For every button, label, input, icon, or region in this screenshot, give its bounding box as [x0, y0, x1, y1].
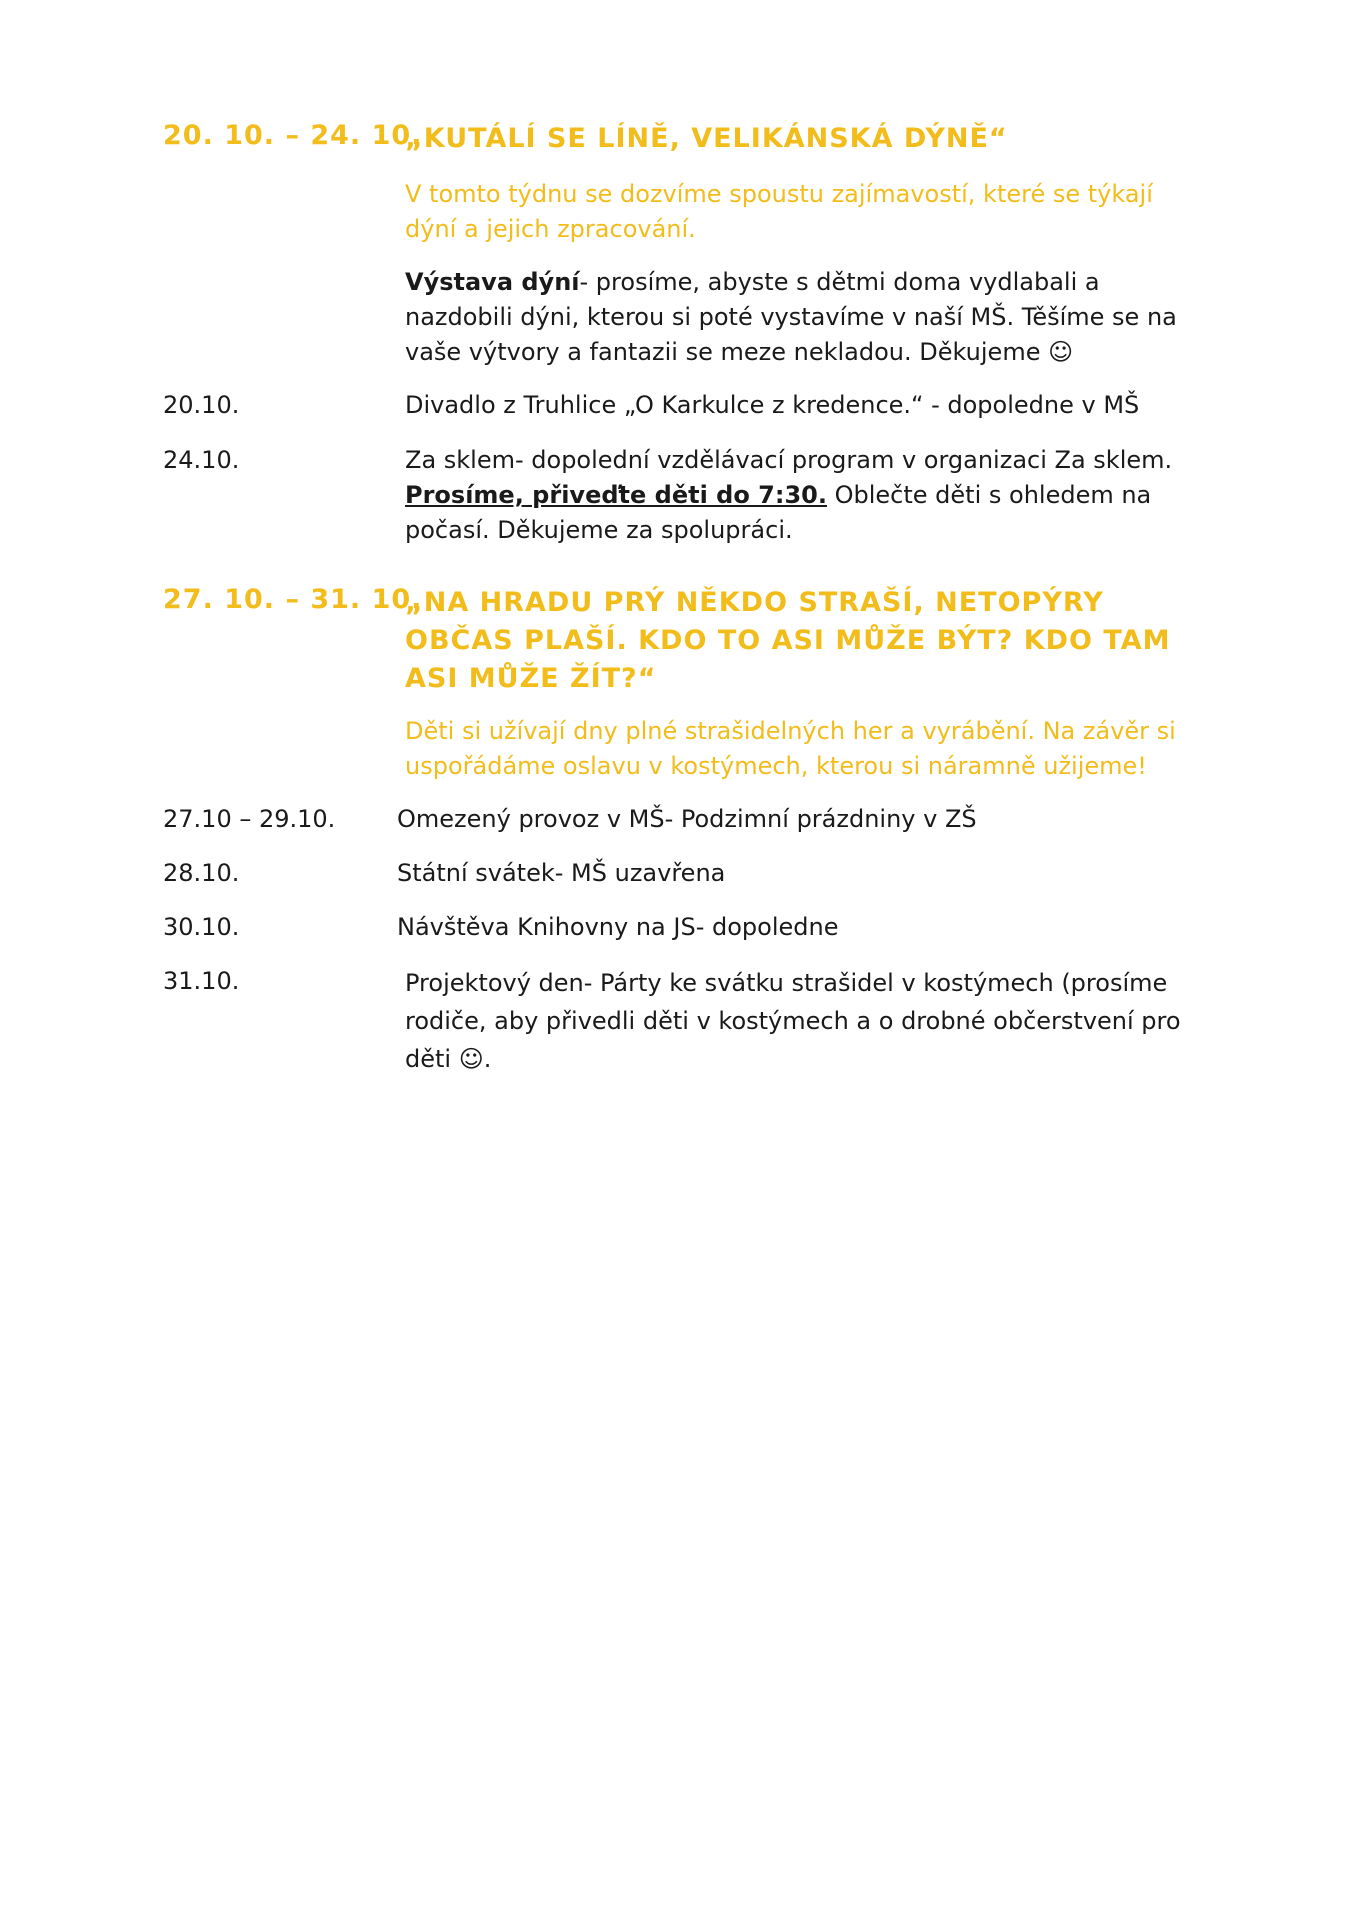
event-date: 20.10. — [163, 391, 240, 419]
week2-intro: Děti si užívají dny plné strašidelných her a vyrábění. Na závěr si uspořádáme oslavu v kostýmech, kterou si náramně užijeme! — [405, 717, 1176, 780]
week1-heading — [163, 120, 1008, 154]
week2-dates: 27. 10. – 31. 10. — [163, 584, 423, 615]
exhibit-text: - prosíme, abyste s dětmi doma vydlabali a nazdobili dýni, kterou si poté vystavíme v naší MŠ. Těšíme se na vaše výtvory a fantazii se meze nekladou. Děkujeme ☺ — [405, 268, 1177, 366]
event-date: 30.10. — [163, 913, 240, 941]
event-text: Návštěva Knihovny na JS- dopoledne — [397, 913, 839, 941]
event-text: Omezený provoz v MŠ- Podzimní prázdniny v ZŠ — [397, 805, 977, 833]
event-text: Státní svátek- MŠ uzavřena — [397, 859, 726, 887]
event-text-pre: Za sklem- dopolední vzdělávací program v organizaci Za sklem. — [405, 446, 1173, 474]
exhibit-bold: Výstava dýní — [405, 268, 580, 296]
event-date: 28.10. — [163, 859, 240, 887]
week1-intro: V tomto týdnu se dozvíme spoustu zajímavostí, které se týkají dýní a jejich zpracování. — [405, 180, 1153, 243]
week2-title: „NA HRADU PRÝ NĚKDO STRAŠÍ, NETOPÝRY OBČAS PLAŠÍ. KDO TO ASI MŮŽE BÝT? KDO TAM ASI MŮŽE ŽÍT?“ — [405, 587, 1171, 694]
week1-dates: 20. 10. – 24. 10. — [163, 120, 423, 151]
event-text: Projektový den- Párty ke svátku strašidel v kostýmech (prosíme rodiče, aby přivedli děti v kostýmech a o drobné občerstvení pro děti ☺. — [405, 969, 1181, 1073]
event-date: 27.10 – 29.10. — [163, 805, 336, 833]
event-date: 24.10. — [163, 446, 240, 474]
week2-heading — [163, 584, 1171, 694]
event-date: 31.10. — [163, 967, 240, 995]
event-text-post: Oblečte děti s ohledem na počasí. Děkujeme za spolupráci. — [405, 481, 1152, 544]
event-text-bold: Prosíme, přiveďte děti do 7:30. — [405, 481, 827, 509]
event-text: Divadlo z Truhlice „O Karkulce z kredence.“ - dopoledne v MŠ — [405, 391, 1140, 419]
week1-title: „KUTÁLÍ SE LÍNĚ, VELIKÁNSKÁ DÝNĚ“ — [405, 123, 1008, 154]
week1-exhibit — [405, 265, 1205, 370]
event-text — [405, 443, 1205, 548]
